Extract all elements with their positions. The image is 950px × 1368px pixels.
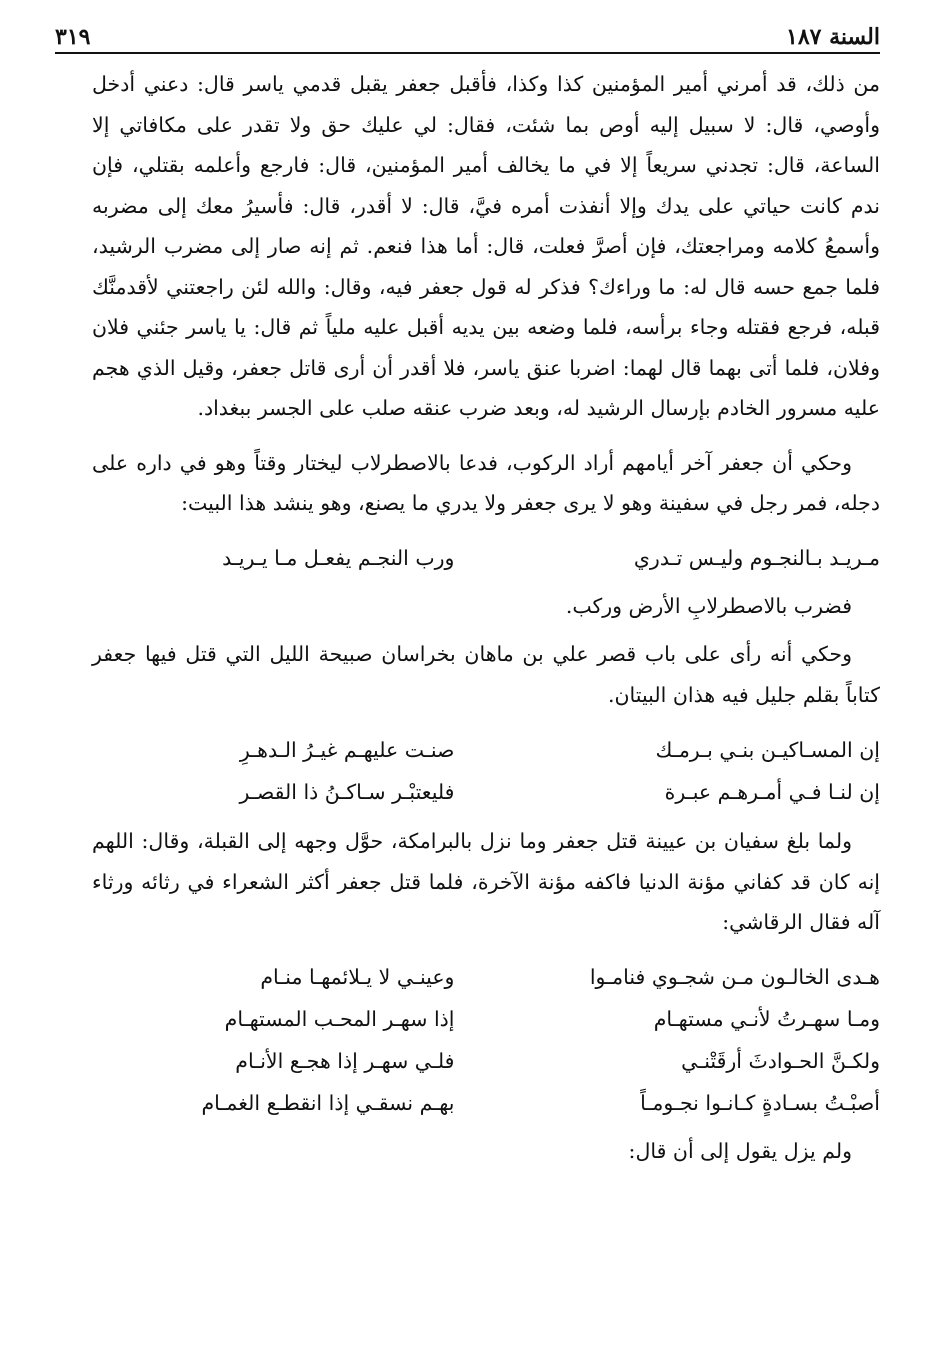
- poem-verse: [92, 957, 880, 999]
- verse-second-hemistich: بهـم نسقـي إذا انقطـع الغمـام: [201, 1091, 455, 1116]
- verse-first-hemistich: ولكـنَّ الحـوادثَ أرقَتْنـي: [681, 1049, 880, 1074]
- verse-first-hemistich: هـدى الخالـون مـن شجـوي فنامـوا: [589, 965, 880, 990]
- paragraph: وحكي أن جعفر آخر أيامهم أراد الركوب، فدعا بالاصطرلاب ليختار وقتاً وهو في داره على دجله، فمر رجل في سفينة وهو لا يرى جعفر ولا يدري ما يصنع، وهو ينشد هذا البيت:: [92, 450, 880, 515]
- verse-first-hemistich: إن لنـا فـي أمـرهـم عبـرة: [664, 779, 880, 804]
- poem-verse: [92, 1083, 880, 1125]
- verse-second-hemistich: فلـي سهـر إذا هجـع الأنـام: [235, 1049, 455, 1074]
- paragraph: ولم يزل يقول إلى أن قال:: [628, 1138, 852, 1163]
- verse-second-hemistich: فليعتبْـر سـاكـنُ ذا القصـر: [239, 779, 455, 804]
- page-header: [55, 10, 880, 54]
- page-number: ٣١٩: [55, 24, 91, 50]
- verse-first-hemistich: مـريـد بـالنجـوم وليـس تـدري: [633, 546, 880, 571]
- running-head: السنة ١٨٧: [786, 24, 880, 50]
- verse-second-hemistich: صنـت عليهـم غيـرُ الـدهـرِ: [239, 737, 455, 762]
- paragraph: من ذلك، قد أمرني أمير المؤمنين كذا وكذا، فأقبل جعفر يقبل قدمي ياسر قال: دعني أدخل وأوصي، قال: لا سبيل إليه أوص بما شئت، فقال: لي عليك حق ولا تقدر على مكافاتي إلا الساعة، قال: تجدني سريعاً إلا في ما يخالف أمير المؤمنين، قال: فارجع وأعلمه بقتلي، فإن ندم كانت حياتي على يدك وإلا أنفذت أمره فيَّ، قال: لا أقدر، قال: فأسيرُ معك إلى مضربه وأسمعُ كلامه ومراجعتك، فإن أصرَّ فعلت، قال: أما هذا فنعم. ثم إنه صار إلى مضرب الرشيد، فلما جمع حسه قال له: ما وراءك؟ فذكر له قول جعفر فيه، وقال: والله لئن راجعتني لأقدمنَّك قبله، فرجع فقتله وجاء برأسه، فلما وضعه بين يديه أقبل عليه ملياً ثم قال: يا ياسر جئني فلان وفلان، فلما أتى بهما قال لهما: اضربا عنق ياسر، فلا أقدر أن أرى قاتل جعفر، وقيل الذي هجم عليه مسرور الخادم بإرسال الرشيد له، وبعد ضرب عنقه صلب على الجسر ببغداد.: [92, 72, 880, 420]
- poem-block: [92, 729, 880, 813]
- paragraph: وحكي أنه رأى على باب قصر علي بن ماهان بخراسان صبيحة الليل التي قتل فيها جعفر كتاباً بقلم جليل فيه هذان البيتان.: [92, 642, 880, 707]
- page-body: [92, 64, 880, 1171]
- poem-verse: [92, 999, 880, 1041]
- paragraph: ولما بلغ سفيان بن عيينة قتل جعفر وما نزل بالبرامكة، حوَّل وجهه إلى القبلة، وقال: اللهم إنه كان قد كفاني مؤنة الدنيا فاكفه مؤنة الآخرة، فلما قتل جعفر أكثر الشعراء في رثائه ورثاء آله فقال الرقاشي:: [92, 829, 880, 934]
- verse-first-hemistich: إن المسـاكيـن بنـي بـرمـك: [655, 737, 880, 762]
- poem-verse: [92, 538, 880, 580]
- poem-block: [92, 538, 880, 580]
- poem-verse: [92, 729, 880, 771]
- paragraph: فضرب بالاصطرلابِ الأرض وركب.: [565, 593, 852, 618]
- verse-first-hemistich: أصبْـتُ بسـادةٍ كـانـوا نجـومـاً: [640, 1091, 880, 1116]
- verse-second-hemistich: إذا سهـر المحـب المستهـام: [224, 1007, 455, 1032]
- poem-block: [92, 957, 880, 1125]
- poem-verse: [92, 771, 880, 813]
- poem-verse: [92, 1041, 880, 1083]
- verse-second-hemistich: ورب النجـم يفعـل مـا يـريـد: [222, 546, 455, 571]
- verse-first-hemistich: ومـا سهـرتُ لأنـي مستهـام: [653, 1007, 880, 1032]
- verse-second-hemistich: وعينـي لا يـلائمهـا منـام: [260, 965, 455, 990]
